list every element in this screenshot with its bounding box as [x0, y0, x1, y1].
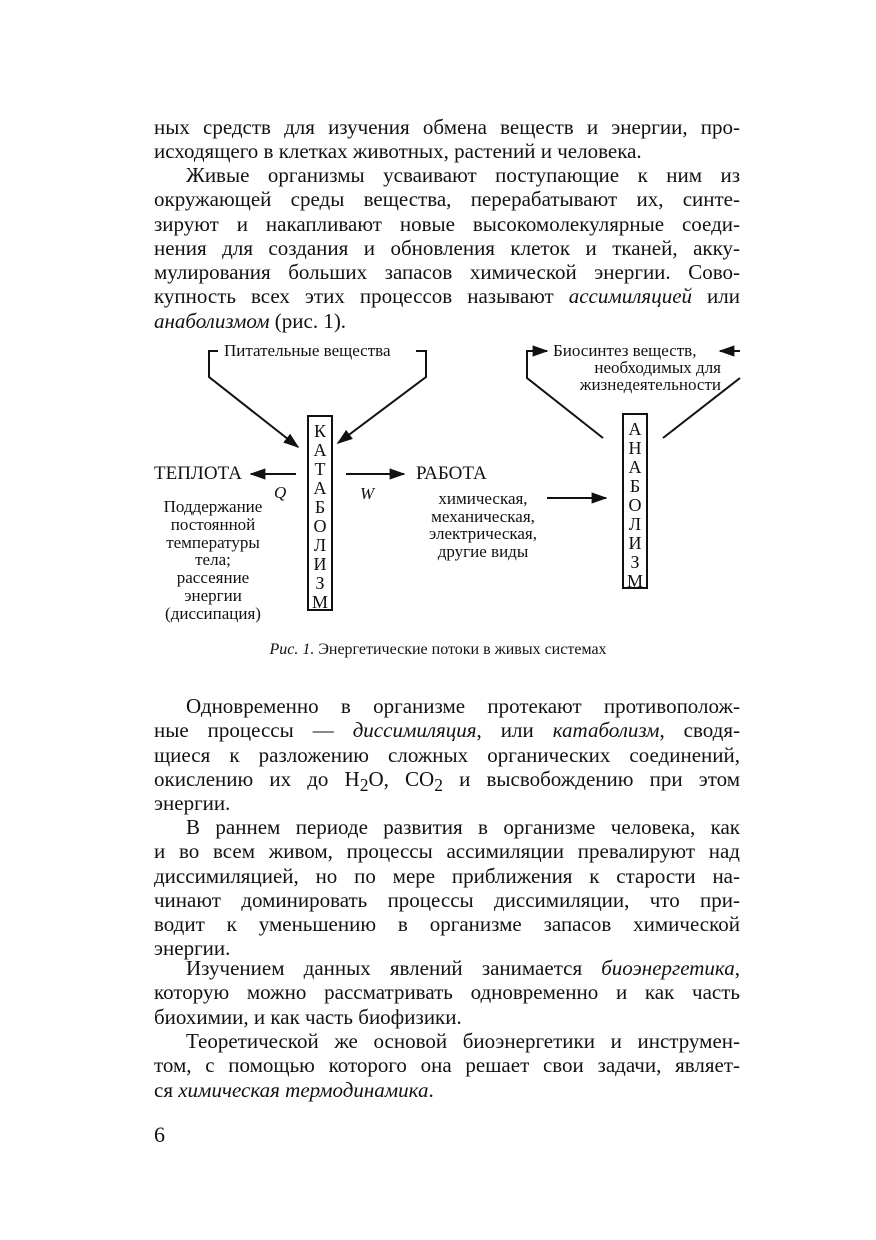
work-description [416, 490, 550, 560]
nutrients-left-arrow [209, 351, 298, 447]
anabolism-letter: О [628, 495, 642, 515]
term-chemical-thermodynamics: химическая термодинамика [178, 1077, 429, 1102]
biosynthesis-label-1: Биосинтез веществ, [553, 341, 697, 360]
text-span: окислению их до H [154, 766, 360, 791]
q-symbol: Q [274, 483, 287, 502]
text-span: , сводя- [659, 718, 740, 743]
term-assimilation: ассимиляцией [568, 284, 693, 309]
work-desc-line: другие виды [437, 541, 529, 561]
text-span: . [428, 1077, 434, 1102]
text-line: мулирования больших запасов химической энергии. Сово- [154, 260, 740, 285]
catabolism-letter: З [315, 573, 325, 593]
figure-caption [0, 641, 876, 659]
heat-desc-line: постоянной [170, 514, 256, 534]
biosynthesis-label-3: жизнедеятельности [579, 375, 721, 394]
work-label: РАБОТА [416, 463, 487, 484]
catabolism-letter: Л [313, 535, 327, 555]
heat-label: ТЕПЛОТА [154, 463, 242, 484]
catabolism-letter: Т [314, 459, 326, 479]
heat-desc-line: энергии [184, 585, 242, 605]
text-span: и высвобождению при этом [442, 766, 740, 791]
heat-desc-line: тела; [195, 550, 231, 570]
text-span: Изучением данных явлений занимается [186, 956, 602, 980]
text-line: зируют и накапливают новые высокомолекулярные соеди- [154, 211, 740, 236]
anabolism-letter: Л [628, 514, 642, 534]
text-line: ных средств для изучения обмена веществ и энергии, про- [154, 115, 740, 139]
text-line: которую можно рассматривать одновременно и как часть [154, 980, 740, 1005]
term-dissimilation: диссимиляция [352, 718, 477, 743]
text-line: исходящего в клетках животных, растений и человека. [154, 139, 642, 164]
text-span: , [734, 956, 740, 980]
anabolism-letter: М [626, 571, 643, 591]
anabolism-letter: А [628, 419, 642, 439]
paragraph-5 [154, 956, 740, 1029]
page-number: 6 [154, 1122, 165, 1147]
text-line: биохимии, и как часть биофизики. [154, 1004, 462, 1029]
anabolism-box [622, 413, 648, 589]
subscript: 2 [359, 775, 369, 796]
anabolism-letter: З [630, 552, 640, 572]
caption-label: Рис. 1. [269, 641, 315, 658]
text-line: том, с помощью которого она решает свои задачи, являет- [154, 1053, 740, 1078]
text-span: ся [154, 1077, 179, 1102]
anabolism-letter: Б [629, 476, 641, 496]
paragraph-3 [154, 694, 740, 815]
text-line: Живые организмы усваивают поступающие к ним из [186, 163, 740, 187]
paragraph-4 [154, 815, 740, 961]
caption-text: Энергетические потоки в живых системах [314, 641, 607, 658]
term-bioenergetics: биоэнергетика [601, 956, 735, 980]
text-line: нения для создания и обновления клеток и тканей, акку- [154, 235, 740, 260]
catabolism-letter: А [313, 478, 327, 498]
text-line: чинают доминировать процессы диссимиляции, что при- [154, 887, 740, 912]
catabolism-letter: И [313, 554, 327, 574]
heat-desc-line: (диссипация) [165, 603, 261, 623]
paragraph-6 [154, 1029, 740, 1102]
text-line: В раннем периоде развития в организме человека, как [186, 815, 740, 839]
subscript: 2 [434, 775, 443, 796]
text-line [154, 956, 740, 980]
w-symbol: W [360, 484, 375, 503]
catabolism-letter: К [313, 421, 326, 441]
heat-desc-line: рассеяние [176, 568, 250, 588]
text-line: окружающей среды вещества, перерабатывают их, синте- [154, 187, 740, 212]
text-line [154, 766, 740, 796]
text-line: Одновременно в организме протекают противополож- [186, 694, 740, 718]
catabolism-box [307, 415, 333, 611]
heat-description [150, 498, 276, 623]
text-line: диссимиляцией, но по мере приближения к старости на- [154, 863, 740, 888]
text-span: ные процессы — [154, 718, 353, 743]
work-desc-line: химическая, [438, 489, 528, 508]
anabolism-letter: Н [628, 438, 642, 458]
text-span: или [692, 284, 740, 309]
heat-desc-line: температуры [166, 532, 260, 552]
text-span: купность всех этих процессов называют [154, 284, 569, 309]
heat-desc-line: Поддержание [163, 497, 263, 516]
text-line: и во всем живом, процессы ассимиляции превалируют над [154, 839, 740, 864]
term-anabolism: анаболизмом [154, 308, 270, 333]
text-line: Теоретической же основой биоэнергетики и инструмен- [186, 1029, 740, 1053]
text-line: водит к уменьшению в организме запасов химической [154, 912, 740, 937]
text-line: энергии. [154, 936, 231, 961]
nutrients-right-arrow [338, 351, 426, 443]
text-span: , или [476, 718, 553, 743]
catabolism-letter: Б [314, 497, 326, 517]
work-desc-line: механическая, [431, 506, 535, 526]
nutrients-label: Питательные вещества [224, 341, 391, 360]
biosynthesis-label-2: необходимых для [594, 358, 721, 377]
anabolism-letter: А [628, 457, 642, 477]
anabolism-letter: И [628, 533, 642, 553]
work-desc-line: электрическая, [429, 524, 537, 543]
text-line: энергии. [154, 791, 231, 816]
term-catabolism: катаболизм [552, 718, 660, 743]
text-line [154, 718, 740, 742]
text-line: щиеся к разложению сложных органических соединений, [154, 742, 740, 767]
text-line [154, 1078, 740, 1102]
catabolism-letter: А [313, 440, 327, 460]
catabolism-letter: О [313, 516, 327, 536]
text-span: (рис. 1). [269, 308, 347, 333]
text-span: O, CO [368, 766, 435, 791]
catabolism-letter: М [311, 592, 328, 612]
